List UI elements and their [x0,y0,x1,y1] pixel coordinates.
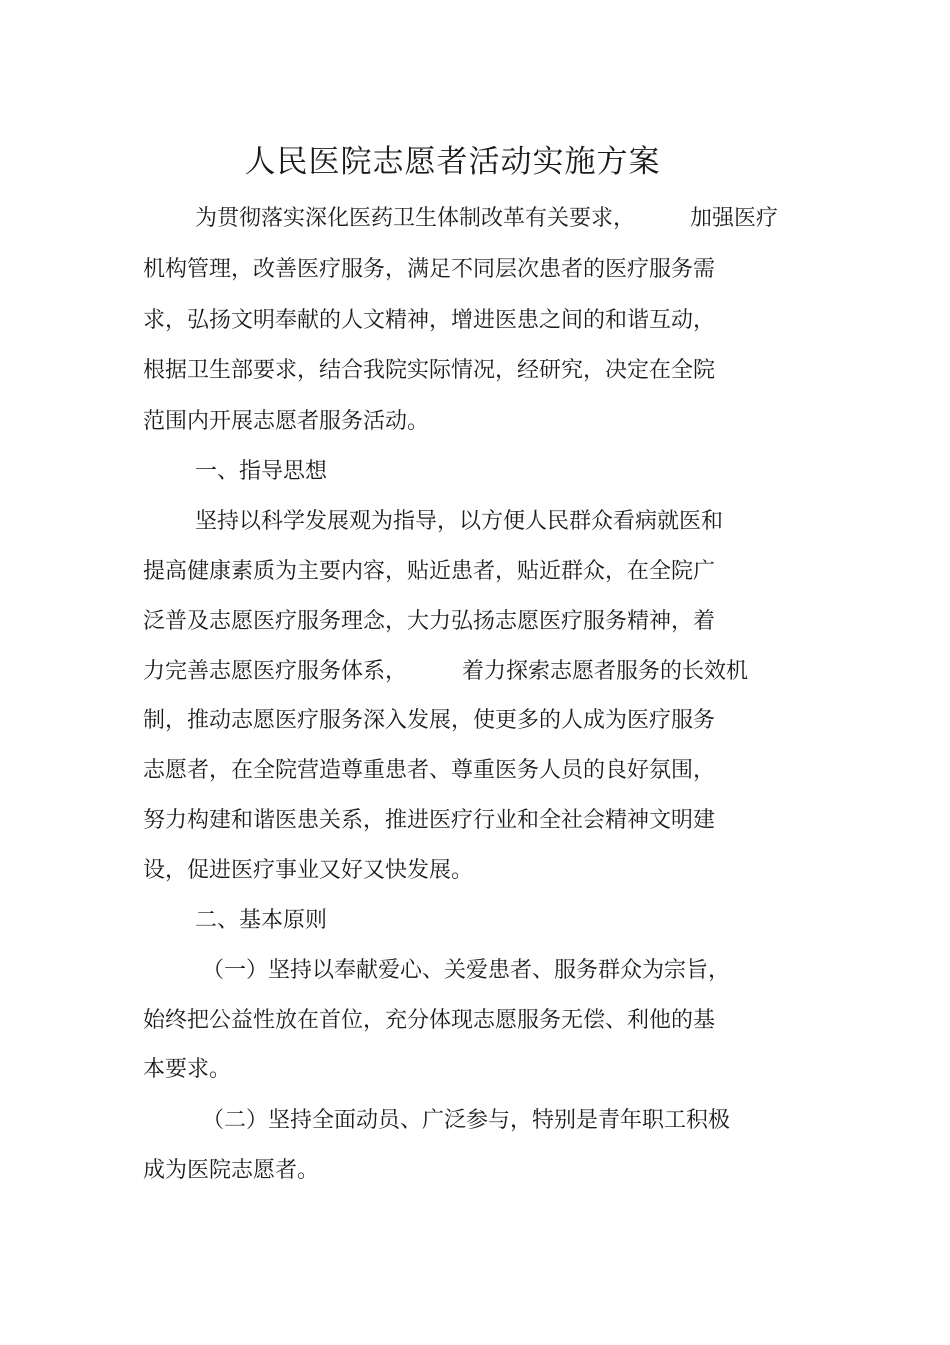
paragraph-line: 力完善志愿医疗服务体系， 着力探索志愿者服务的长效机 [143,659,749,684]
paragraph-line: 本要求。 [143,1057,232,1082]
paragraph-line: 始终把公益性放在首位，充分体现志愿服务无偿、利他的基 [143,1008,716,1033]
paragraph-line: 提高健康素质为主要内容，贴近患者，贴近群众，在全院广 [143,559,716,584]
paragraph-line: 根据卫生部要求，结合我院实际情况，经研究，决定在全院 [143,358,716,383]
paragraph-line: 坚持以科学发展观为指导，以方便人民群众看病就医和 [195,509,724,534]
paragraph-line: 机构管理，改善医疗服务，满足不同层次患者的医疗服务需 [143,257,716,282]
paragraph-line: 志愿者，在全院营造尊重患者、尊重医务人员的良好氛围， [143,758,716,783]
paragraph-line: 范围内开展志愿者服务活动。 [143,409,430,434]
paragraph-line: （二）坚持全面动员、广泛参与，特别是青年职工积极 [202,1108,731,1133]
paragraph-line: （一）坚持以奉献爱心、关爱患者、服务群众为宗旨， [202,958,731,983]
section-heading: 一、指导思想 [195,459,328,484]
paragraph-line: 求，弘扬文明奉献的人文精神，增进医患之间的和谐互动， [143,308,716,333]
paragraph-line: 设，促进医疗事业又好又快发展。 [143,858,474,883]
paragraph-line: 努力构建和谐医患关系，推进医疗行业和全社会精神文明建 [143,808,716,833]
paragraph-line: 为贯彻落实深化医药卫生体制改革有关要求， 加强医疗 [195,206,779,231]
paragraph-line: 成为医院志愿者。 [143,1158,320,1183]
section-heading: 二、基本原则 [195,908,328,933]
document-title: 人民医院志愿者活动实施方案 [244,144,661,180]
paragraph-line: 制，推动志愿医疗服务深入发展，使更多的人成为医疗服务 [143,708,716,733]
paragraph-line: 泛普及志愿医疗服务理念，大力弘扬志愿医疗服务精神，着 [143,609,716,634]
